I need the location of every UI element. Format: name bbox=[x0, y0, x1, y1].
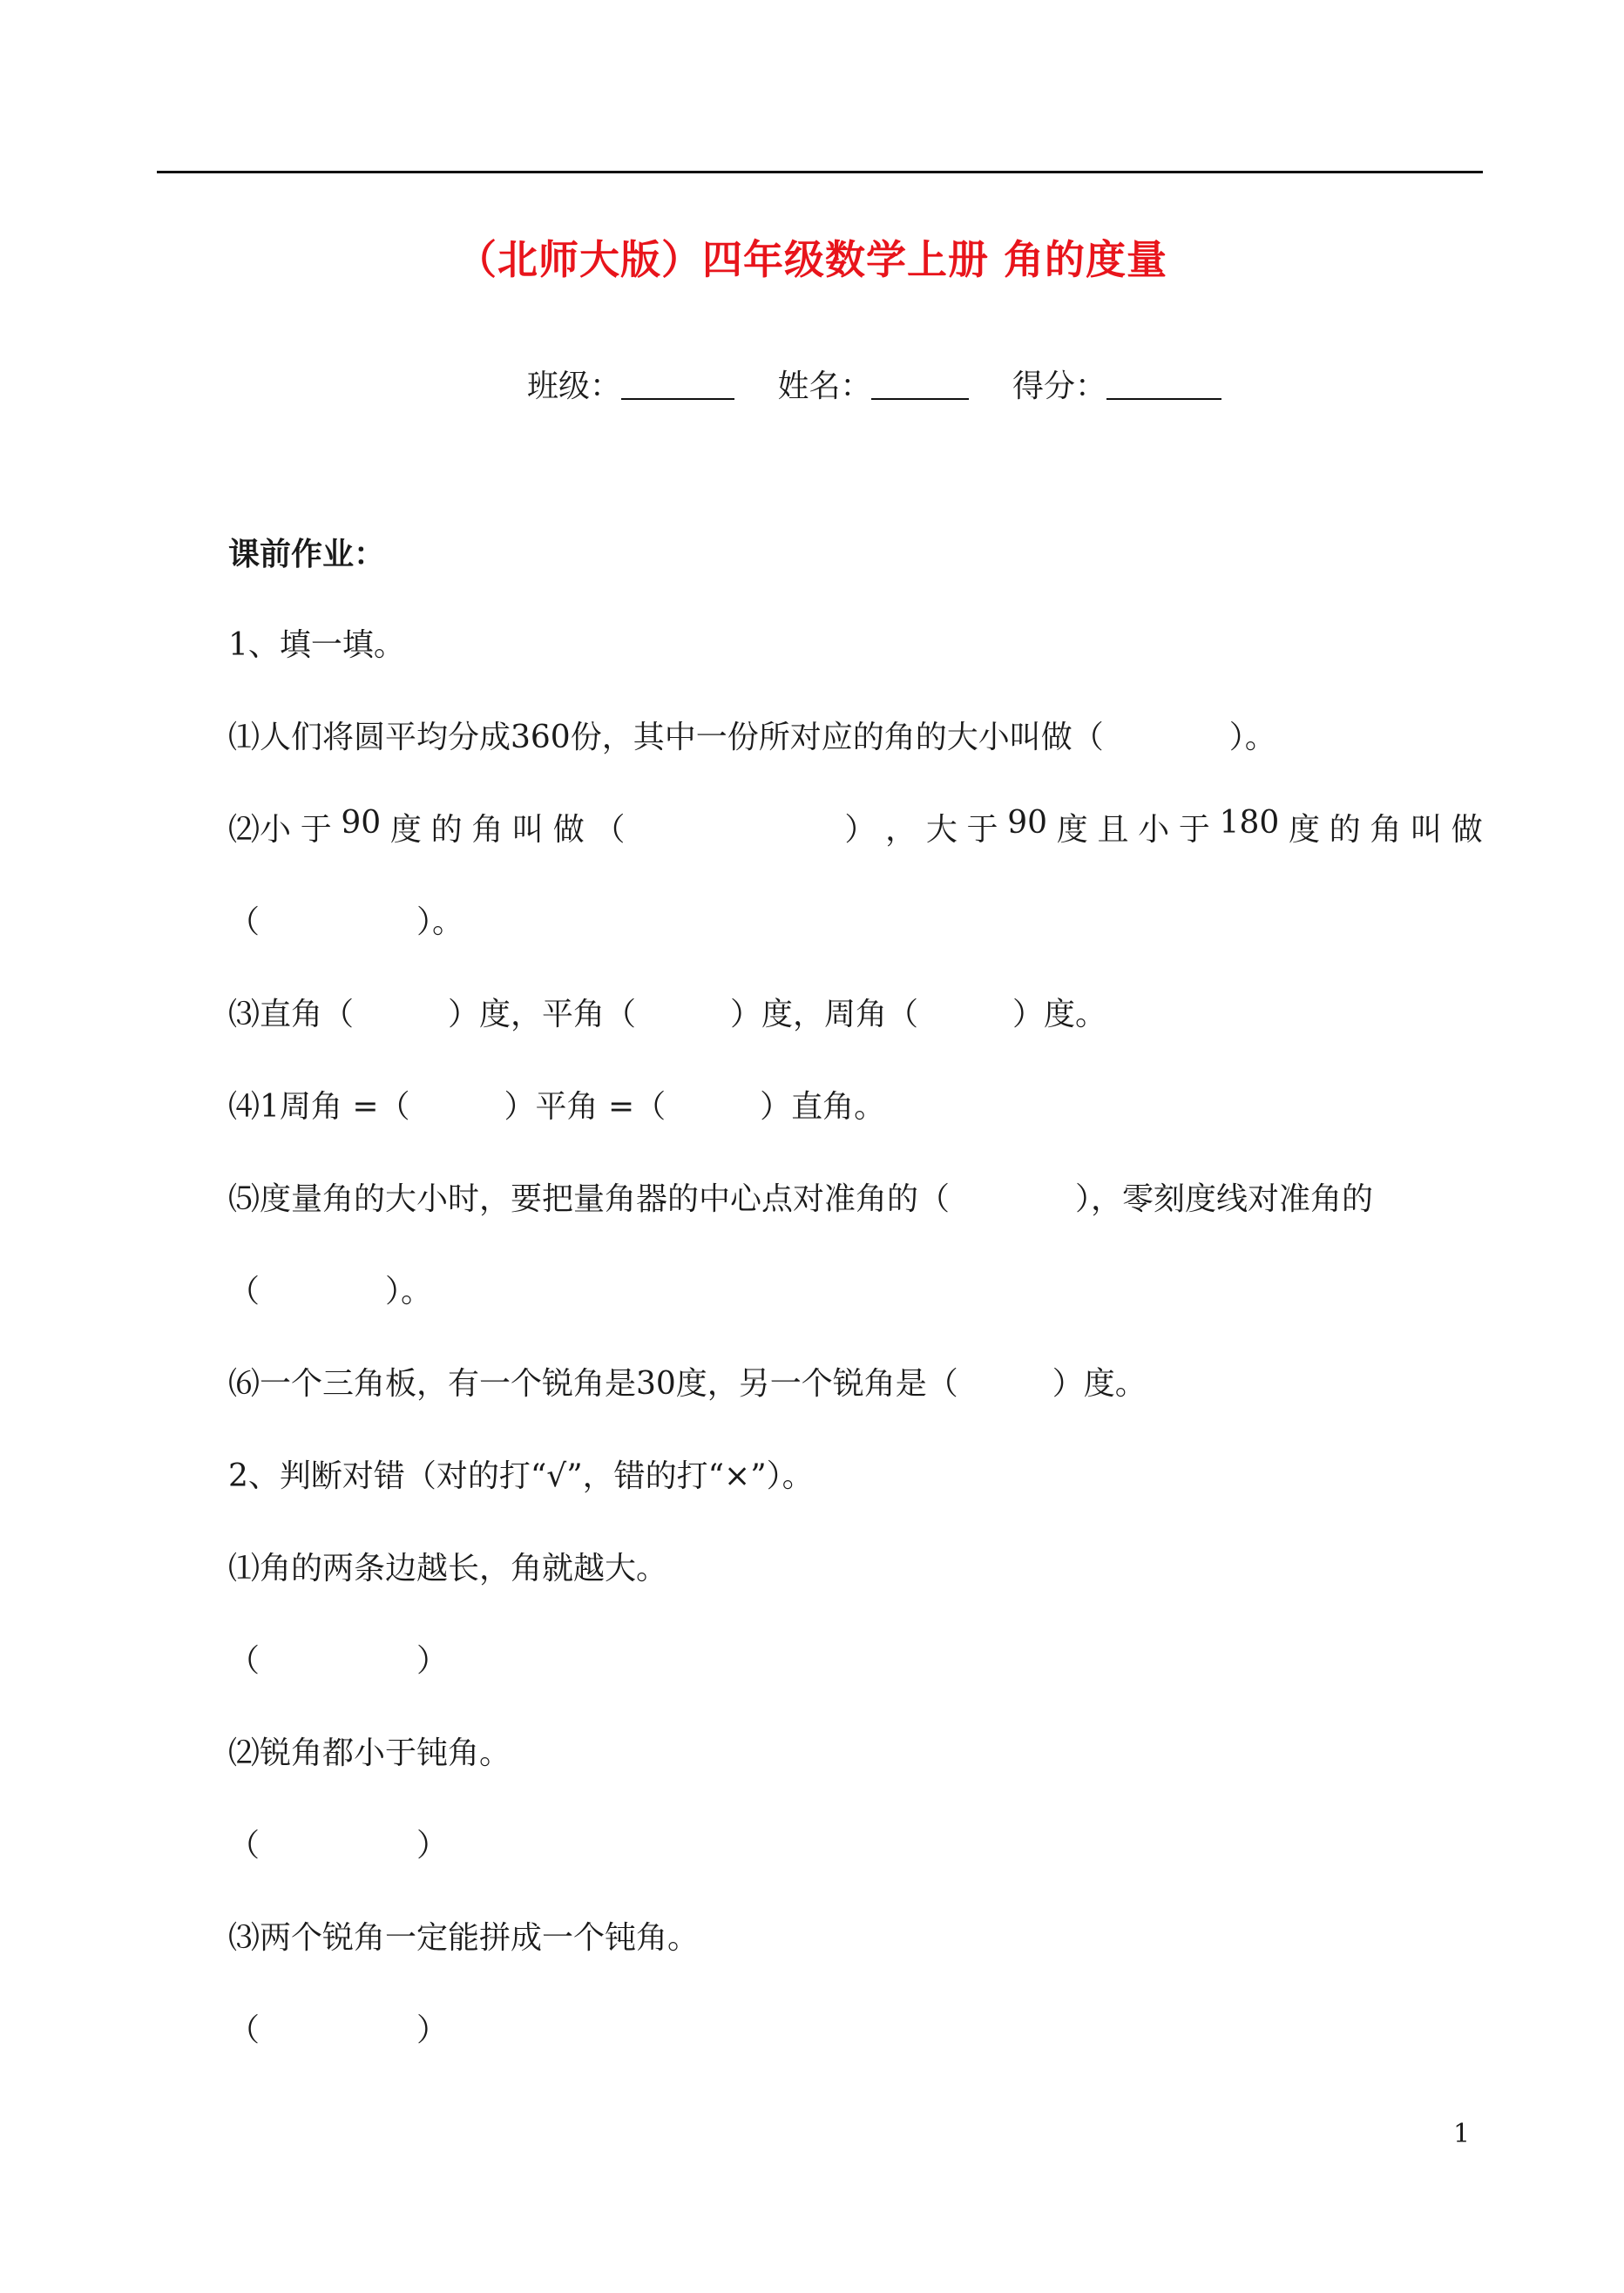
q1-item2-token: ⑵小 bbox=[228, 812, 292, 848]
q1-item5-line1: ⑸度量角的大小时，要把量角器的中心点对准角的（ ），零刻度线对准角的 bbox=[228, 1181, 1374, 1217]
q1-item2-token: 度 bbox=[1288, 812, 1320, 848]
q1-item2-token: 做 bbox=[552, 812, 585, 848]
q1-item2-token: 大 bbox=[925, 812, 957, 848]
q1-item2-token: 小 bbox=[1138, 812, 1170, 848]
class-blank[interactable] bbox=[621, 365, 734, 400]
q1-item2-token: 度 bbox=[389, 812, 422, 848]
page-number: 1 bbox=[1453, 2119, 1471, 2149]
q2-item2-answer[interactable]: （ ） bbox=[228, 1828, 449, 1863]
q1-item2-token: 于 bbox=[300, 812, 332, 848]
q1-item2-token: 度 bbox=[1056, 812, 1088, 848]
q1-item5-line2: （ ）。 bbox=[228, 1274, 433, 1309]
q1-heading: 1、填一填。 bbox=[228, 627, 405, 663]
class-label: 班级： bbox=[527, 369, 622, 404]
q2-item2: ⑵锐角都小于钝角。 bbox=[228, 1735, 511, 1771]
q1-item2-token: （ ） bbox=[593, 812, 876, 848]
q1-item2-token: 叫 bbox=[1411, 812, 1443, 848]
q1-item3: ⑶直角（ ）度，平角（ ）度，周角（ ）度。 bbox=[228, 997, 1107, 1032]
header-rule bbox=[157, 171, 1483, 173]
q2-item3-answer[interactable]: （ ） bbox=[228, 2012, 449, 2048]
section-heading: 课前作业： bbox=[228, 536, 386, 572]
q2-item1: ⑴角的两条边越长，角就越大。 bbox=[228, 1551, 668, 1586]
q1-item4: ⑷1周角 =（ ）平角 =（ ）直角。 bbox=[228, 1089, 886, 1125]
name-field bbox=[777, 362, 969, 406]
q1-item2-line1 bbox=[228, 805, 1483, 849]
q1-item2-token: ， bbox=[885, 812, 917, 848]
q2-item3: ⑶两个锐角一定能拼成一个钝角。 bbox=[228, 1920, 700, 1956]
class-field bbox=[527, 362, 734, 406]
score-field bbox=[1012, 362, 1221, 406]
q1-item2-token: 180 bbox=[1219, 805, 1280, 841]
q1-item2-token: 90 bbox=[341, 805, 382, 841]
q1-item2-token: 角 bbox=[471, 812, 504, 848]
q1-item6: ⑹一个三角板，有一个锐角是30度，另一个锐角是（ ）度。 bbox=[228, 1366, 1147, 1402]
q1-item1: ⑴人们将圆平均分成360份，其中一份所对应的角的大小叫做（ ）。 bbox=[228, 720, 1276, 755]
q1-item2-token: 90 bbox=[1007, 805, 1048, 841]
name-blank[interactable] bbox=[871, 365, 969, 400]
score-blank[interactable] bbox=[1106, 365, 1221, 400]
score-label: 得分： bbox=[1012, 369, 1106, 404]
q1-item2-token: 叫 bbox=[512, 812, 545, 848]
q1-item2-token: 角 bbox=[1370, 812, 1402, 848]
q1-item2-token: 于 bbox=[966, 812, 998, 848]
q2-item1-answer[interactable]: （ ） bbox=[228, 1643, 449, 1679]
name-label: 姓名： bbox=[777, 369, 872, 404]
page-title: （北师大版）四年级数学上册 角的度量 bbox=[456, 236, 1167, 283]
q1-item2-token: 于 bbox=[1178, 812, 1210, 848]
q1-item2-token: 做 bbox=[1451, 812, 1483, 848]
q2-heading: 2、判断对错（对的打“√”，错的打“×”）。 bbox=[228, 1458, 814, 1494]
student-info bbox=[527, 362, 1255, 406]
q1-item2-token: 的 bbox=[430, 812, 463, 848]
q1-item2-token: 的 bbox=[1329, 812, 1361, 848]
q1-item2-token: 且 bbox=[1097, 812, 1129, 848]
q1-item2-line2: （ ）。 bbox=[228, 904, 464, 940]
